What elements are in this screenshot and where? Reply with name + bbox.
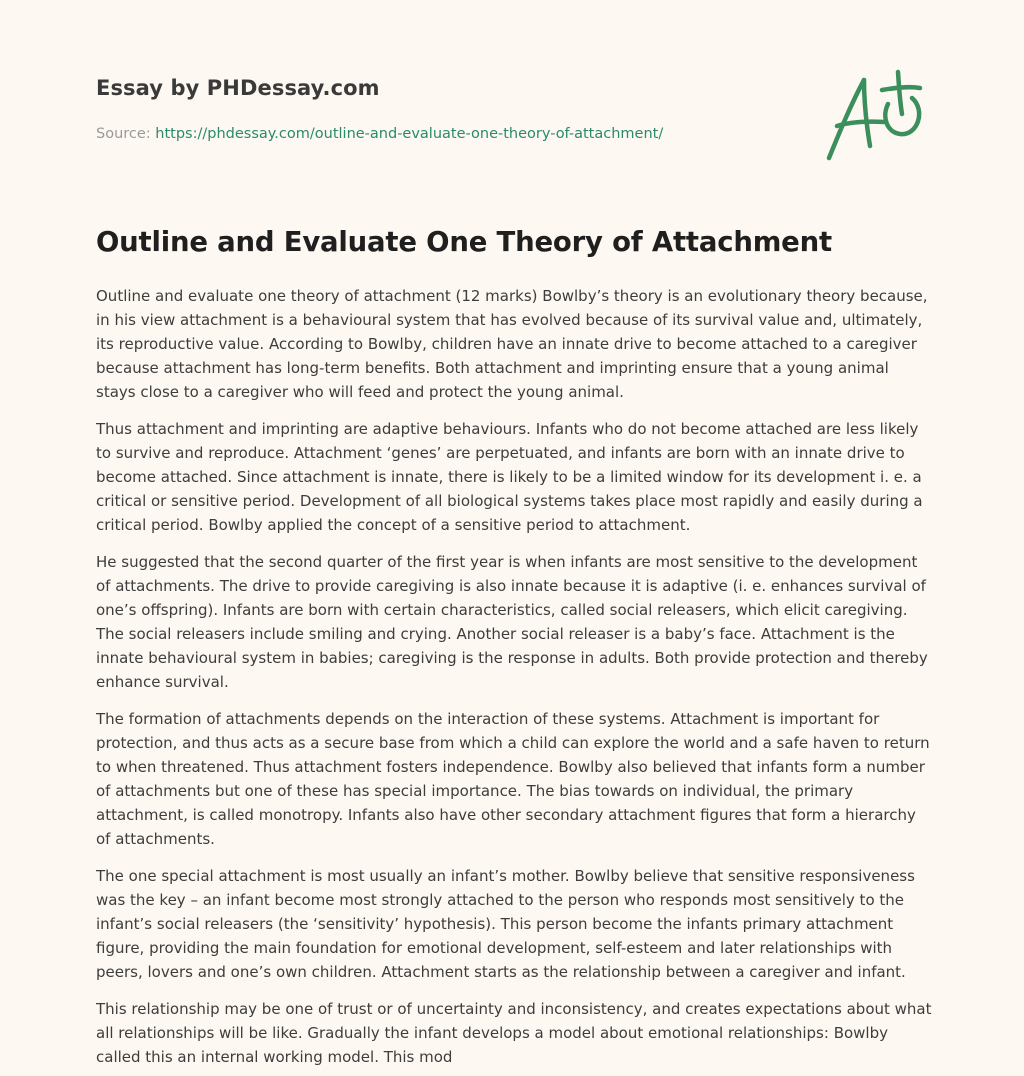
source-line bbox=[96, 126, 816, 142]
a-plus-logo-icon bbox=[820, 66, 930, 166]
essay-header bbox=[96, 76, 816, 142]
article-title: Outline and Evaluate One Theory of Attachment bbox=[96, 226, 832, 258]
article-paragraph: Outline and evaluate one theory of attachment (12 marks) Bowlby’s theory is an evolutionary theory because, in his view attachment is a behavioural system that has evolved because of its survival value and, ultimately, its reproductive value. According to Bowlby, children have an innate drive to become attached to a caregiver because attachment has long-term benefits. Both attachment and imprinting ensure that a young animal stays close to a caregiver who will feed and protect the young animal. bbox=[96, 287, 928, 401]
article bbox=[96, 226, 932, 1076]
source-label: Source: bbox=[96, 126, 151, 142]
article-paragraph: Thus attachment and imprinting are adaptive behaviours. Infants who do not become attached are less likely to survive and reproduce. Attachment ‘genes’ are perpetuated, and infants are born with an innate drive to become attached. Since attachment is innate, there is likely to be a limited window for its development i. e. a critical or sensitive period. Development of all biological systems takes place most rapidly and easily during a critical period. Bowlby applied the concept of a sensitive period to attachment. bbox=[96, 420, 923, 534]
article-paragraph: The formation of attachments depends on the interaction of these systems. Attachment is important for protection, and thus acts as a secure base from which a child can explore the world and a safe haven to return to when threatened. Thus attachment fosters independence. Bowlby also believed that infants form a number of attachments but one of these has special importance. The bias towards on individual, the primary attachment, is called monotropy. Infants also have other secondary attachment figures that form a hierarchy of attachments. bbox=[96, 710, 930, 848]
article-paragraph: The one special attachment is most usually an infant’s mother. Bowlby believe that sensitive responsiveness was the key – an infant become most strongly attached to the person who responds most sensitively to the infant’s social releasers (the ‘sensitivity’ hypothesis). This person become the infants primary attachment figure, providing the main foundation for emotional development, self-esteem and later relationships with peers, lovers and one’s own children. Attachment starts as the relationship between a caregiver and infant. bbox=[96, 867, 915, 981]
a-plus-logo-svg bbox=[820, 66, 930, 166]
article-paragraph: He suggested that the second quarter of the first year is when infants are most sensitive to the development of attachments. The drive to provide caregiving is also innate because it is adaptive (i. e. enhances survival of one’s offspring). Infants are born with certain characteristics, called social releasers, which elicit caregiving. The social releasers include smiling and crying. Another social releaser is a baby’s face. Attachment is the innate behavioural system in babies; caregiving is the response in adults. Both provide protection and thereby enhance survival. bbox=[96, 553, 928, 691]
brand-title: Essay by PHDessay.com bbox=[96, 76, 380, 100]
article-paragraph: This relationship may be one of trust or of uncertainty and inconsistency, and creates expectations about what all relationships will be like. Gradually the infant develops a model about emotional relationships: Bowlby called this an internal working model. This mod bbox=[96, 1000, 932, 1066]
source-link[interactable]: https://phdessay.com/outline-and-evaluate-one-theory-of-attachment/ bbox=[155, 126, 664, 142]
